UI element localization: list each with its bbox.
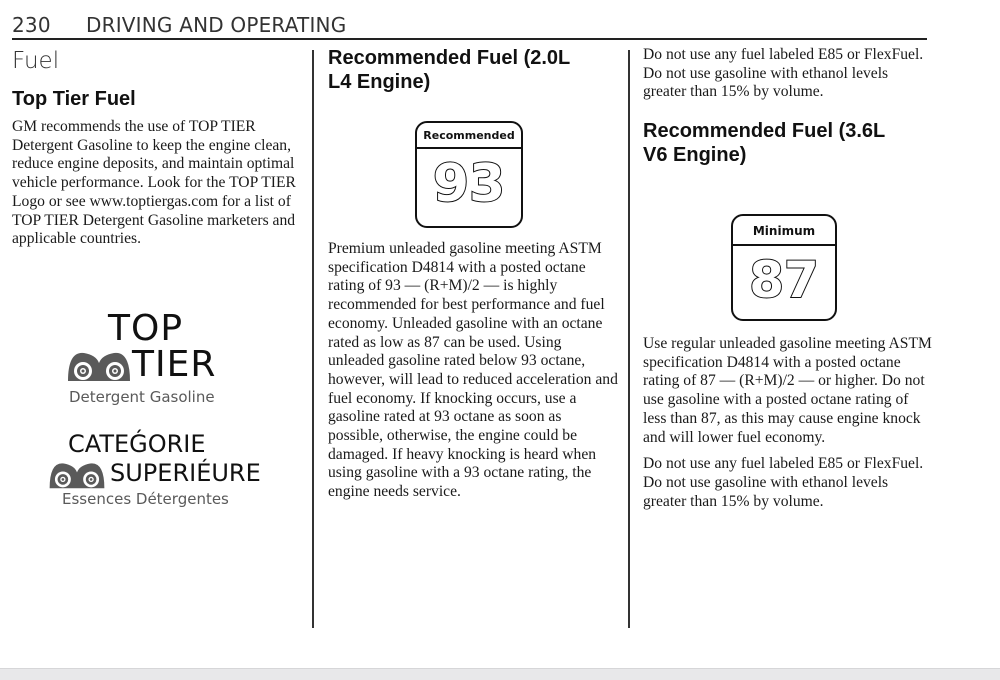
scroll-swirl-icon (66, 349, 132, 383)
e85-warning-paragraph: Do not use any fuel labeled E85 or FlexFuel. Do not use gasoline with ethanol levels greater than 15% by volume. (643, 46, 924, 101)
logo-categorie-text: CATEǴORIE (68, 430, 206, 458)
logo-top-text: TOP (108, 308, 184, 349)
top-tier-paragraph: GM recommends the use of TOP TIER Detergent Gasoline to keep the engine clean, reduce engine deposits, and maintain optimal vehicle performance. Look for the TOP TIER Logo or see www.toptiergas.com for a list of TOP TIER Detergent Gasoline marketers and applicable countries. (12, 118, 296, 248)
recommended-fuel-v6-title: Recommended Fuel (3.6L V6 Engine) (643, 120, 885, 167)
column-1 (12, 46, 304, 249)
logo-fr-tagline: Essences Détergentes (62, 490, 229, 508)
section-heading: DRIVING AND OPERATING (86, 13, 347, 37)
section-title: Fuel (12, 48, 60, 74)
recommended-fuel-l4-title: Recommended Fuel (2.0L L4 Engine) (328, 47, 570, 93)
v6-fuel-paragraph: Use regular unleaded gasoline meeting ASTM specification D4814 with a posted octane rating of 87 — (R+M)/2 — or higher. Do not use gasoline with a posted octane rating of less than 87, as this may cause engine knock and will lower fuel economy. (643, 335, 932, 446)
column-3 (643, 46, 933, 167)
logo-tier-text: TIER (132, 344, 217, 385)
badge-octane-number: 93 (432, 154, 506, 214)
page-number: 230 (12, 13, 51, 37)
logo-tagline: Detergent Gasoline (69, 388, 215, 406)
bottom-edge-bar (0, 668, 1000, 680)
top-tier-logo (64, 308, 244, 408)
column-divider (628, 50, 630, 628)
badge-octane-number: 87 (749, 251, 819, 309)
column-divider (312, 50, 314, 628)
logo-superieure-text: SUPERIÉURE (110, 459, 261, 487)
badge-label: Recommended (417, 123, 521, 149)
octane-badge-minimum (731, 214, 837, 321)
page-header (12, 12, 927, 40)
scroll-swirl-icon (46, 460, 108, 490)
subtitle-top-tier: Top Tier Fuel (12, 88, 136, 110)
categorie-superieure-logo (46, 432, 266, 512)
v6-e85-warning-paragraph: Do not use any fuel labeled E85 or FlexFuel. Do not use gasoline with ethanol levels greater than 15% by volume. (643, 455, 924, 510)
l4-fuel-paragraph: Premium unleaded gasoline meeting ASTM specification D4814 with a posted octane rating of 93 — (R+M)/2 — is highly recommended for best performance and fuel economy. Unleaded gasoline with an octane rated as low as 87 can be used. Using unleaded gasoline rated below 93 octane, however, will lead to reduced acceleration and fuel economy. If knocking occurs, use a gasoline rated at 93 octane as soon as possible, otherwise, the engine could be damaged. If heavy knocking is heard when using gasoline with a 93 octane rating, the engine needs service. (328, 240, 618, 501)
badge-label: Minimum (733, 216, 835, 246)
column-2 (328, 46, 620, 94)
octane-badge-recommended (415, 121, 523, 228)
